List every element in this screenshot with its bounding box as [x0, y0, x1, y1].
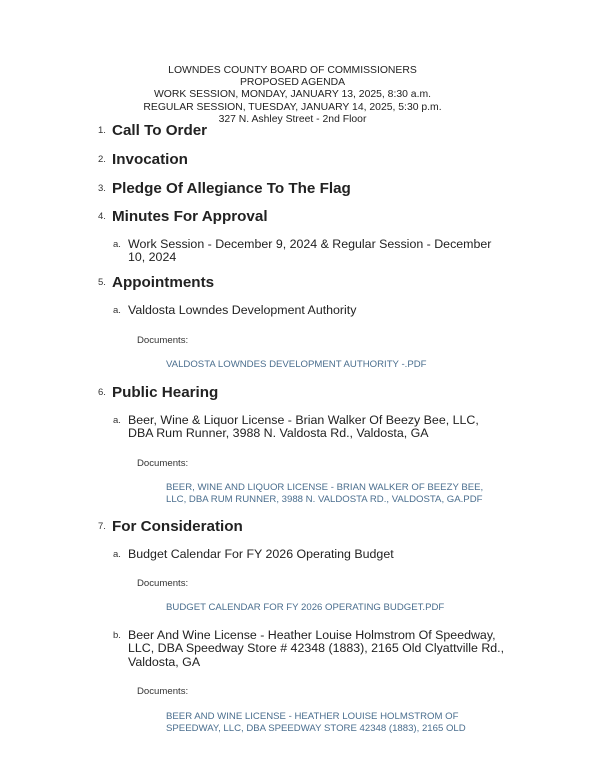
- section-number: 1.: [98, 125, 106, 136]
- section-appointments: [98, 274, 214, 292]
- documents-label: Documents:: [137, 686, 189, 697]
- section-invocation: [98, 151, 188, 169]
- section-title: Minutes For Approval: [112, 208, 268, 225]
- document-link[interactable]: BUDGET CALENDAR FOR FY 2026 OPERATING BUDGET.PDF: [166, 602, 445, 613]
- item-letter: a.: [113, 239, 121, 250]
- item-letter: a.: [113, 415, 121, 426]
- section-number: 4.: [98, 211, 106, 222]
- item-text: Budget Calendar For FY 2026 Operating Budget: [128, 547, 394, 561]
- section-for-consideration: [98, 518, 243, 536]
- header-regular-session: REGULAR SESSION, TUESDAY, JANUARY 14, 2025, 5:30 p.m.: [143, 101, 442, 113]
- section-title: Public Hearing: [112, 384, 219, 401]
- section-minutes: [98, 208, 268, 226]
- section-public-hearing: [98, 384, 218, 402]
- section-number: 2.: [98, 154, 106, 165]
- item-text: Valdosta Lowndes Development Authority: [128, 303, 357, 317]
- document-link[interactable]: BEER AND WINE LICENSE - HEATHER LOUISE HOLMSTROM OF SPEEDWAY, LLC, DBA SPEEDWAY STORE 42348 (1883), 2165 OLD: [166, 711, 466, 734]
- agenda-item: [113, 238, 493, 265]
- document-link[interactable]: VALDOSTA LOWNDES DEVELOPMENT AUTHORITY -.PDF: [166, 359, 427, 370]
- item-letter: b.: [113, 630, 121, 641]
- agenda-item: [113, 304, 513, 317]
- item-letter: a.: [113, 305, 121, 316]
- agenda-item: [113, 548, 513, 561]
- section-number: 7.: [98, 521, 106, 532]
- documents-label: Documents:: [137, 578, 189, 589]
- section-title: Appointments: [112, 274, 215, 291]
- section-call-to-order: [98, 122, 207, 140]
- documents-label: Documents:: [137, 458, 189, 469]
- header-location: 327 N. Ashley Street - 2nd Floor: [218, 113, 367, 125]
- section-title: Call To Order: [112, 122, 208, 139]
- documents-label: Documents:: [137, 335, 189, 346]
- agenda-header: [0, 65, 585, 126]
- item-text: Beer, Wine & Liquor License - Brian Walker Of Beezy Bee, LLC, DBA Rum Runner, 3988 N. Valdosta Rd., Valdosta, GA: [128, 413, 479, 441]
- section-number: 3.: [98, 183, 106, 194]
- agenda-item: [113, 629, 508, 669]
- item-text: Work Session - December 9, 2024 & Regular Session - December 10, 2024: [128, 237, 492, 265]
- section-title: For Consideration: [112, 518, 243, 535]
- agenda-item: [113, 414, 493, 441]
- section-number: 5.: [98, 277, 106, 288]
- document-link[interactable]: BEER, WINE AND LIQUOR LICENSE - BRIAN WALKER OF BEEZY BEE, LLC, DBA RUM RUNNER, 3988 N. VALDOSTA RD., VALDOSTA, GA.PDF: [166, 482, 484, 505]
- item-letter: a.: [113, 549, 121, 560]
- section-title: Pledge Of Allegiance To The Flag: [112, 180, 351, 197]
- header-doc-type: PROPOSED AGENDA: [239, 77, 346, 89]
- section-pledge: [98, 180, 351, 198]
- section-number: 6.: [98, 387, 106, 398]
- item-text: Beer And Wine License - Heather Louise Holmstrom Of Speedway, LLC, DBA Speedway Store # 42348 (1883), 2165 Old Clyattville Rd., Valdosta, GA: [128, 628, 505, 669]
- section-title: Invocation: [112, 151, 188, 168]
- header-work-session: WORK SESSION, MONDAY, JANUARY 13, 2025, 8:30 a.m.: [154, 89, 431, 101]
- header-board-name: LOWNDES COUNTY BOARD OF COMMISSIONERS: [168, 65, 417, 76]
